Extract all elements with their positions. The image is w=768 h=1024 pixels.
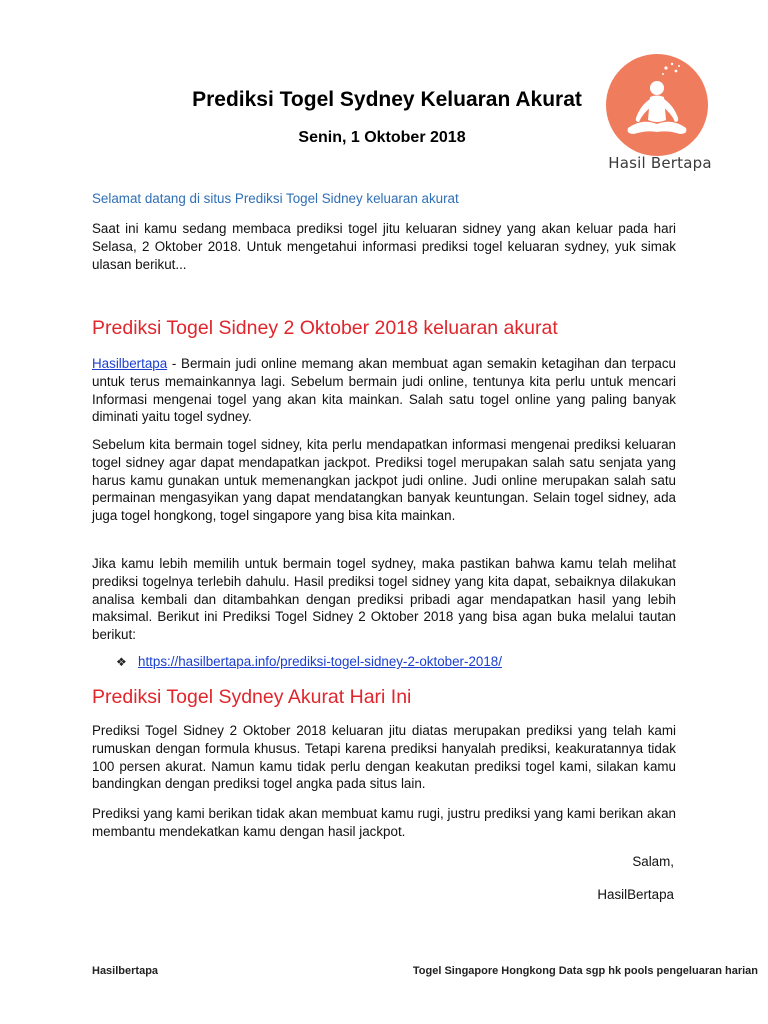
section2-paragraph-1 xyxy=(92,722,676,793)
welcome-text: Selamat datang di situs Prediksi Togel Sidney keluaran akurat xyxy=(92,191,459,206)
footer-left: Hasilbertapa xyxy=(92,965,159,977)
signoff-salam: Salam, xyxy=(632,854,674,869)
bullet-list-item xyxy=(116,654,502,669)
section1-heading: Prediksi Togel Sidney 2 Oktober 2018 keluaran akurat xyxy=(92,317,558,339)
section2-p1-text: Prediksi Togel Sidney 2 Oktober 2018 keluaran jitu diatas merupakan prediksi yang telah kami rumuskan dengan formula khusus. Tetapi karena prediksi hanyalah prediksi, keakuratannya tidak 100 persen akurat. Namun kamu tidak perlu dengan keakutan prediksi togel kami, silakan kamu bandingkan dengan prediksi togel angka pada situs lain. xyxy=(92,723,676,792)
intro-paragraph xyxy=(92,220,676,273)
section1-p1-text: - Bermain judi online memang akan membuat agan semakin ketagihan dan terpacu untuk terus memainkannya lagi. Sebelum bermain judi online, tentunya kita perlu untuk mencari Informasi mengenai togel yang akan kita mainkan. Salah satu togel online yang paling banyak diminati yaitu togel sydney. xyxy=(92,356,676,425)
section1-p3-text: Jika kamu lebih memilih untuk bermain togel sydney, maka pastikan bahwa kamu telah melihat prediksi togelnya terlebih dahulu. Hasil prediksi togel sidney yang kita dapat, sebaiknya dilakukan analisa kembali dan ditambahkan dengan prediksi pribadi agar mendapatkan hasil yang lebih maksimal. Berikut ini Prediksi Togel Sidney 2 Oktober 2018 yang bisa agan buka melalui tautan berikut: xyxy=(92,556,676,643)
footer-right: Togel Singapore Hongkong Data sgp hk pools pengeluaran harian xyxy=(412,965,758,977)
logo xyxy=(598,44,722,184)
signoff-name: HasilBertapa xyxy=(597,887,674,902)
section2-p2-text: Prediksi yang kami berikan tidak akan membuat kamu rugi, justru prediksi yang kami berikan akan membantu mendekatkan kamu dengan hasil jackpot. xyxy=(92,806,676,839)
section1-paragraph-2 xyxy=(92,436,676,525)
hasilbertapa-link[interactable]: Hasilbertapa xyxy=(92,356,168,371)
section1-p2-text: Sebelum kita bermain togel sidney, kita perlu mendapatkan informasi mengenai prediksi keluaran togel sidney agar dapat mendapatkan jackpot. Prediksi togel merupakan salah satu senjata yang harus kamu gunakan untuk memenangkan jackpot judi online. Judi online merupakan salah satu permainan mengasyikan yang dapat mendatangkan banyak keuntungan. Selain togel sidney, ada juga togel hongkong, togel singapore yang bisa kita mainkan. xyxy=(92,437,676,524)
section2-heading: Prediksi Togel Sydney Akurat Hari Ini xyxy=(92,686,412,708)
section1-paragraph-1 xyxy=(92,355,676,426)
section1-paragraph-3 xyxy=(92,555,676,644)
page-date: Senin, 1 Oktober 2018 xyxy=(298,129,466,146)
diamond-bullet-icon: ❖ xyxy=(116,655,127,669)
intro-text: Saat ini kamu sedang membaca prediksi togel jitu keluaran sidney yang akan keluar pada hari Selasa, 2 Oktober 2018. Untuk mengetahui informasi prediksi togel keluaran sydney, yuk simak ulasan berikut... xyxy=(92,221,676,272)
prediksi-link[interactable]: https://hasilbertapa.info/prediksi-togel-sidney-2-oktober-2018/ xyxy=(138,654,502,669)
page-title: Prediksi Togel Sydney Keluaran Akurat xyxy=(192,88,582,111)
logo-text: Hasil Bertapa xyxy=(608,154,712,172)
section2-paragraph-2 xyxy=(92,805,676,841)
